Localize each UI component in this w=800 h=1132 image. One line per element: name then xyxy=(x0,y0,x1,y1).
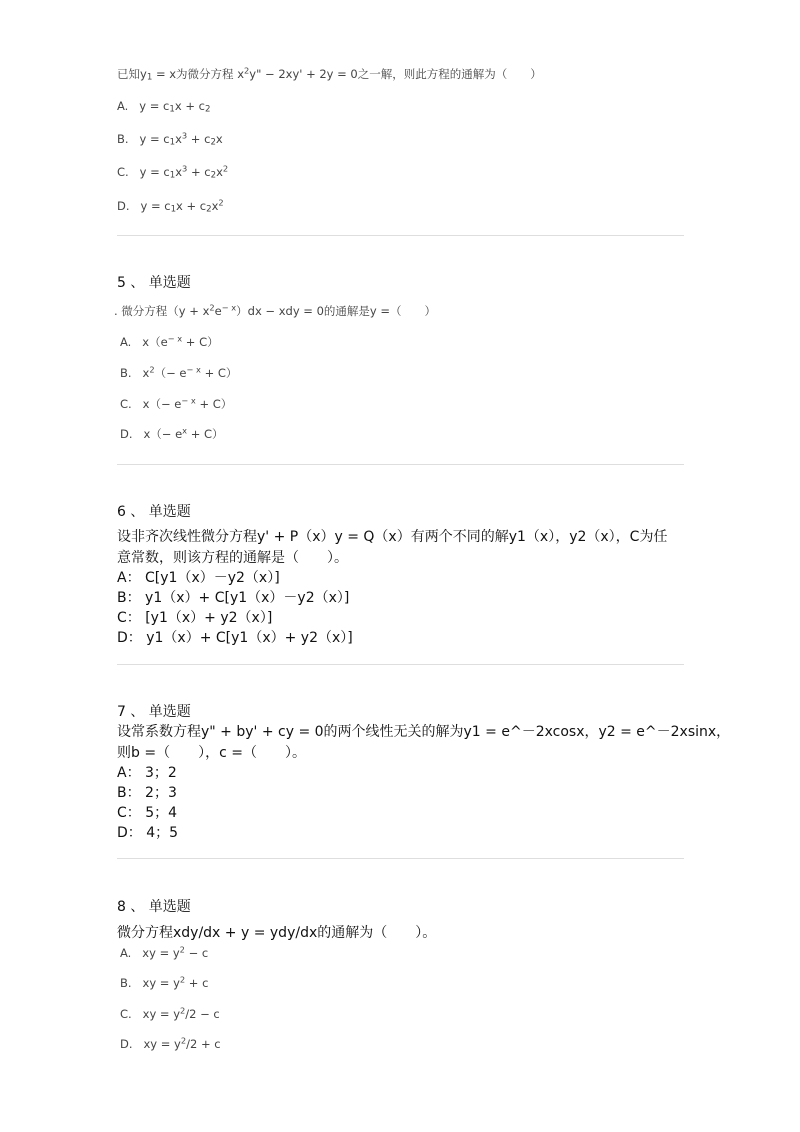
q7-heading: 7 、 单选题 xyxy=(117,704,191,720)
q6-option-c[interactable]: C： [y1（x）+ y2（x）] xyxy=(117,610,273,626)
q5-option-b[interactable]: B. $x^2(- e^{- x} + C)$ xyxy=(120,364,238,380)
q6-prompt-line2: 意常数，则该方程的通解是（ ）。 xyxy=(117,550,348,566)
q8-heading: 8 、 单选题 xyxy=(117,899,191,915)
q7-option-d[interactable]: D： 4；5 xyxy=(117,825,179,841)
divider xyxy=(117,235,684,236)
q6-prompt-line1: 设非齐次线性微分方程y' + P（x）y = Q（x）有两个不同的解y1（x），y2（x），C为任 xyxy=(117,529,668,545)
q8-prompt: 微分方程xdy/dx + y = ydy/dx的通解为（ ）。 xyxy=(117,925,437,941)
q4-option-a[interactable]: A. $y = c_1x + c_2$ xyxy=(117,99,211,115)
q4-option-c[interactable]: C. $y = c_1x^3 + c_2x^2$ xyxy=(117,163,229,181)
q8-option-b[interactable]: B. xy = $y^2 + c$ xyxy=(120,974,209,990)
q4-option-b[interactable]: B. $y = c_1x^3 + c_2x$ xyxy=(117,130,223,148)
q8-option-d[interactable]: D. xy = $y^2/2 + c$ xyxy=(120,1035,221,1051)
q5-heading: 5 、 单选题 xyxy=(117,275,191,291)
q8-option-a[interactable]: A. xy = $y^2 - c$ xyxy=(120,944,209,960)
q7-prompt-line2: 则b =（ ），c =（ ）。 xyxy=(117,745,306,761)
q6-option-a[interactable]: A： C[y1（x）－y2（x）] xyxy=(117,570,280,586)
q6-option-d[interactable]: D： y1（x）+ C[y1（x）+ y2（x）] xyxy=(117,630,353,646)
q5-option-d[interactable]: D. $x(- e^x + C)$ xyxy=(120,425,224,441)
q4-prompt: 已知$y_1 = x$为微分方程 $x^2y$" − 2xy' + 2y = 0之一解，则此方程的通解为（ ） xyxy=(117,65,542,83)
q5-option-a[interactable]: A. $x(e^{- x} + C)$ xyxy=(120,333,219,349)
q6-option-b[interactable]: B： y1（x）+ C[y1（x）－y2（x）] xyxy=(117,590,350,606)
q6-heading: 6 、 单选题 xyxy=(117,504,191,520)
q7-option-c[interactable]: C： 5；4 xyxy=(117,805,178,821)
q4-option-d[interactable]: D. $y = c_1x + c_2x^2$ xyxy=(117,197,224,215)
q7-option-a[interactable]: A： 3；2 xyxy=(117,765,177,781)
q7-prompt-line1: 设常系数方程y" + by' + cy = 0的两个线性无关的解为y1 = e^－2xcosx，y2 = e^－2xsinx， xyxy=(117,724,731,740)
q7-option-b[interactable]: B： 2；3 xyxy=(117,785,177,801)
q5-option-c[interactable]: C. $x(- e^{- x} + C)$ xyxy=(120,395,233,411)
divider xyxy=(117,664,684,665)
divider xyxy=(117,858,684,859)
q8-option-c[interactable]: C. xy = $y^2/2 - c$ xyxy=(120,1005,220,1021)
divider xyxy=(117,464,684,465)
q5-prompt: . 微分方程$(y + x^2e^{- x})dx$ − xdy = 0的通解是y =（ ） xyxy=(114,302,436,318)
